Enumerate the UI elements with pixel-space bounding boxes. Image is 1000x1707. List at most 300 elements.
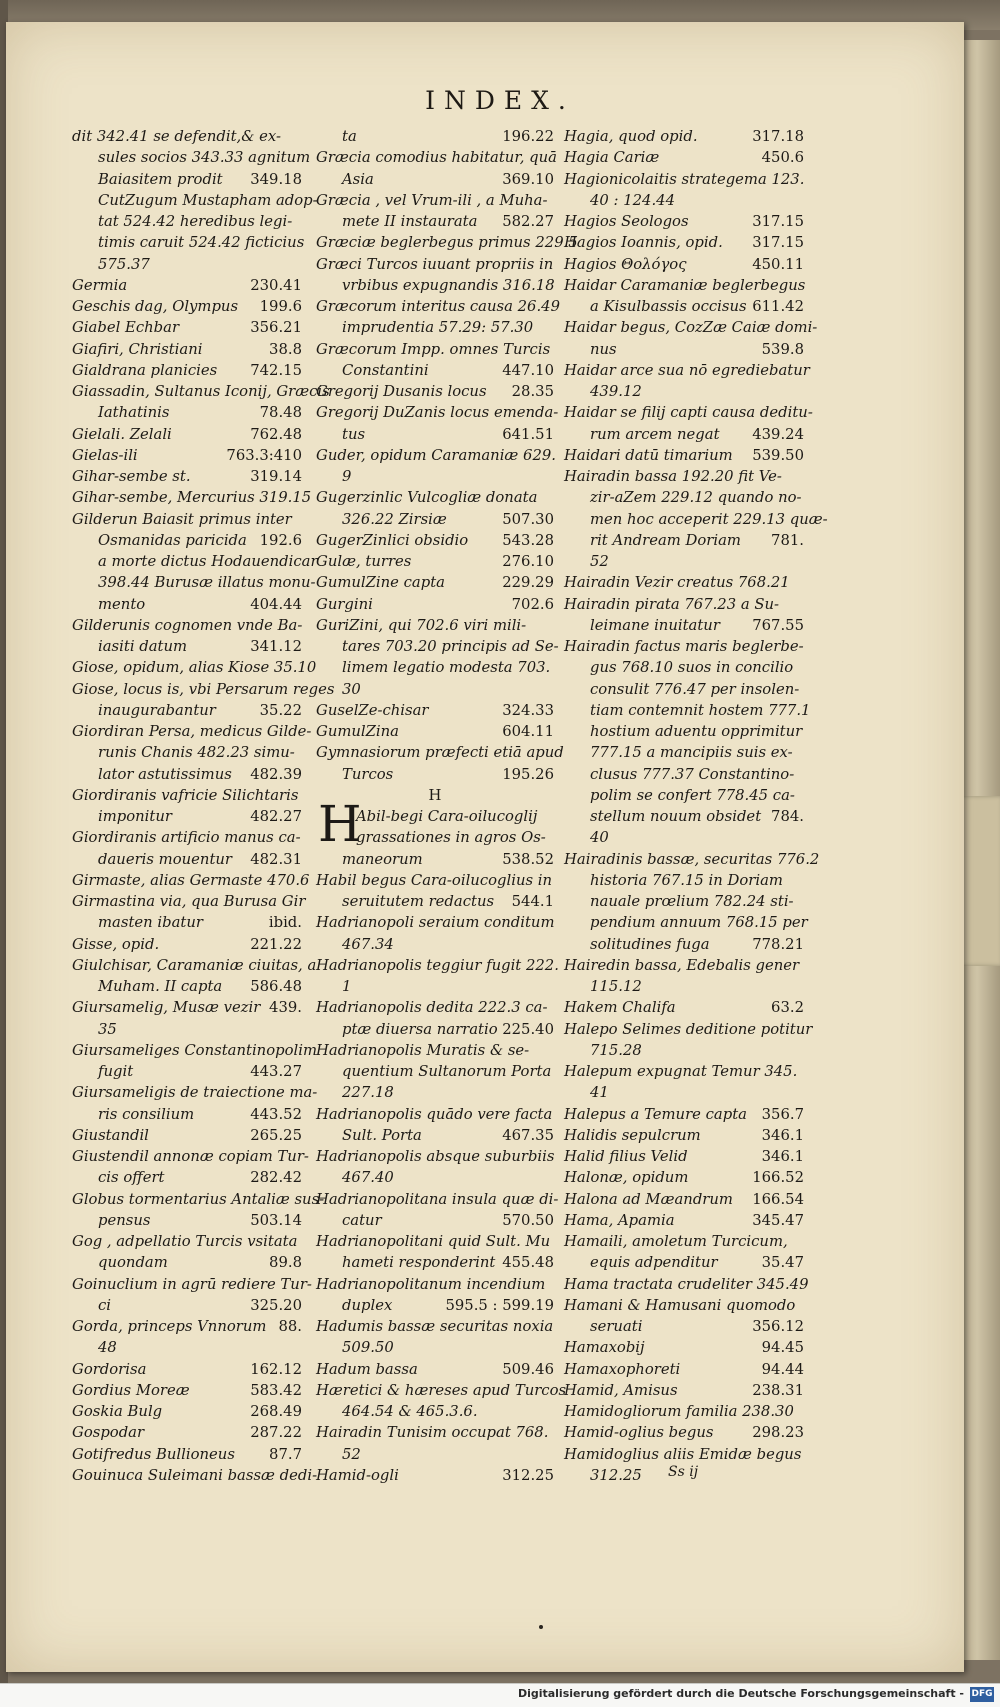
entry-text: tat 524.42 heredibus legi- xyxy=(98,213,293,230)
index-entry xyxy=(564,891,804,912)
entry-text: Turcos xyxy=(342,765,394,783)
entry-text: Giustandil xyxy=(72,1126,149,1144)
page-reference: 325.20 xyxy=(250,1296,302,1314)
entry-text: Hamaxophoreti xyxy=(564,1360,681,1378)
entry-text: 467.34 xyxy=(342,935,394,953)
entry-text: Hamaili, amoletum Turcicum, xyxy=(564,1233,788,1250)
entry-text: Græcorum Impp. omnes Turcis xyxy=(316,340,551,358)
index-entry xyxy=(72,1231,302,1252)
dfg-logo: DFG xyxy=(970,1687,994,1702)
index-entry xyxy=(564,806,804,827)
entry-text: 326.22 Zirsiæ xyxy=(342,510,447,528)
index-entry xyxy=(72,402,302,423)
entry-text: pendium annuum 768.15 per xyxy=(590,914,808,932)
entry-text: quentium Sultanorum Porta xyxy=(342,1063,552,1080)
entry-text: Giafiri, Christiani xyxy=(72,340,203,358)
entry-text: GumulZine capta xyxy=(316,574,445,592)
entry-text: mento xyxy=(98,595,146,613)
index-entry xyxy=(316,360,554,381)
index-entry xyxy=(72,1444,302,1465)
index-entry xyxy=(316,1295,554,1316)
page-reference: 282.42 xyxy=(250,1169,302,1187)
entry-text: inaugurabantur xyxy=(98,701,216,719)
index-entry xyxy=(72,1380,302,1401)
index-column-3 xyxy=(564,126,828,1486)
index-entry xyxy=(316,1465,554,1486)
entry-text: nauale prœlium 782.24 sti- xyxy=(590,893,794,910)
page-reference: 455.48 xyxy=(502,1254,554,1272)
entry-text: Girmastina via, qua Burusa Gir xyxy=(72,893,306,910)
index-entry xyxy=(564,1316,804,1337)
entry-text: Geschis dag, Olympus xyxy=(72,298,239,315)
page-reference: 509.46 xyxy=(502,1360,554,1378)
index-entry xyxy=(564,721,804,742)
page-reference: 767.55 xyxy=(752,616,804,634)
entry-text: Gouinuca Suleimani bassæ dedi- xyxy=(72,1466,318,1484)
page-reference: 482.39 xyxy=(250,765,302,783)
entry-text: 777.15 a mancipiis suis ex- xyxy=(590,744,793,762)
index-entry xyxy=(564,487,804,508)
index-entry xyxy=(316,1040,554,1061)
index-entry xyxy=(72,849,302,870)
index-entry xyxy=(564,339,804,360)
entry-text: Giursameliges Constantinopolim xyxy=(72,1041,317,1059)
index-entry xyxy=(564,934,804,955)
entry-text: Giabel Echbar xyxy=(72,319,180,337)
index-entry xyxy=(564,232,804,253)
index-entry xyxy=(564,764,804,785)
entry-text: Gog , adpellatio Turcis vsitata xyxy=(72,1233,298,1250)
page-reference: 349.18 xyxy=(250,170,302,188)
entry-text: Halepo Selimes deditione potitur xyxy=(564,1020,813,1038)
page-reference: 225.40 xyxy=(502,1020,554,1038)
entry-text: Hadrianopolis dedita 222.3 ca- xyxy=(316,999,548,1017)
page-reference: 778.21 xyxy=(752,935,804,953)
index-entry xyxy=(72,785,302,806)
entry-text: a morte dictus Hodauendicar xyxy=(98,553,318,570)
footer-bar xyxy=(0,1683,1000,1707)
entry-text: Gulæ, turres xyxy=(316,553,412,570)
page-reference: 450.11 xyxy=(752,255,804,273)
entry-text: Gihar-sembe st. xyxy=(72,468,191,485)
index-entry xyxy=(72,530,302,551)
index-entry xyxy=(72,254,302,275)
index-entry xyxy=(72,509,302,530)
page-reference: 586.48 xyxy=(250,978,302,995)
entry-text: Hadrianopolis quādo vere facta xyxy=(316,1105,553,1123)
index-entry xyxy=(316,551,554,572)
index-entry xyxy=(316,1252,554,1273)
entry-text: Gisse, opid. xyxy=(72,935,160,953)
index-entry xyxy=(316,1337,554,1358)
index-entry xyxy=(316,509,554,530)
page-reference: 319.14 xyxy=(250,468,302,485)
entry-text: Hairedin bassa, Edebalis gener xyxy=(564,956,800,974)
index-entry xyxy=(316,721,554,742)
page-reference: 404.44 xyxy=(250,595,302,613)
page-reference: 94.44 xyxy=(761,1360,804,1378)
index-entry xyxy=(564,572,804,593)
entry-text: Hairadin bassa 192.20 fit Ve- xyxy=(564,468,782,485)
index-entry xyxy=(316,615,554,636)
page-reference: 467.35 xyxy=(502,1126,554,1144)
index-entry xyxy=(316,870,554,891)
index-entry xyxy=(72,1167,302,1188)
index-entry xyxy=(564,679,804,700)
page-reference: 582.27 xyxy=(502,213,554,230)
entry-text: Halona ad Mæandrum xyxy=(564,1190,733,1208)
entry-text: Hadrianopolitani quid Sult. Mu xyxy=(316,1233,551,1250)
index-entry xyxy=(564,657,804,678)
entry-text: mete II instaurata xyxy=(342,213,478,230)
entry-text: imponitur xyxy=(98,808,172,825)
index-entry xyxy=(564,424,804,445)
entry-text: Gregorij Dusanis locus xyxy=(316,383,487,400)
entry-text: 575.37 xyxy=(98,255,150,273)
page-reference: 268.49 xyxy=(250,1403,302,1420)
entry-text: Græciæ beglerbegus primus 229.5 xyxy=(316,234,578,252)
index-entry xyxy=(72,700,302,721)
entry-text: Hagios Θολόγος xyxy=(564,255,687,273)
index-entry xyxy=(564,615,804,636)
index-entry xyxy=(316,1019,554,1040)
index-entry xyxy=(564,955,804,976)
index-entry xyxy=(316,891,554,912)
index-entry xyxy=(564,254,804,275)
entry-text: solitudines fuga xyxy=(590,935,710,953)
page-reference: 35.22 xyxy=(259,701,302,719)
page-reference: 317.15 xyxy=(752,234,804,252)
index-entry xyxy=(72,679,335,700)
entry-text: polim se confert 778.45 ca- xyxy=(590,786,795,804)
index-entry xyxy=(564,870,804,891)
entry-text: Hamid, Amisus xyxy=(564,1381,678,1399)
index-entry xyxy=(72,594,302,615)
index-entry xyxy=(72,1252,302,1273)
entry-text: Græcorum interitus causa 26.49 xyxy=(316,298,560,315)
entry-text: 40 : 124.44 xyxy=(590,191,675,209)
entry-text: lator astutissimus xyxy=(98,765,232,783)
page-reference: 87.7 xyxy=(269,1445,302,1463)
entry-text: nus xyxy=(590,340,617,358)
index-entry xyxy=(316,1082,554,1103)
entry-text: tares 703.20 principis ad Se- xyxy=(342,638,559,655)
index-entry xyxy=(316,955,559,976)
index-entry xyxy=(564,211,804,232)
index-entry xyxy=(316,1210,554,1231)
entry-text: Græcia , vel Vrum-ili , a Muha- xyxy=(316,191,548,209)
entry-text: Gymnasiorum præfecti etiā apud xyxy=(316,744,564,762)
entry-text: 467.40 xyxy=(342,1169,394,1187)
entry-text: iasiti datum xyxy=(98,638,188,655)
entry-text: 1 xyxy=(342,978,352,995)
index-entry xyxy=(72,1125,302,1146)
entry-text: Hagionicolaitis strategema 123. xyxy=(564,170,805,188)
entry-text: Giursameligis de traiectione ma- xyxy=(72,1084,318,1102)
index-entry xyxy=(564,275,804,296)
entry-text: Hadum bassa xyxy=(316,1360,418,1378)
entry-text: Giose, opidum, alias Kiose 35.10 xyxy=(72,659,317,677)
page-reference: 238.31 xyxy=(752,1381,804,1399)
index-entry xyxy=(72,1295,302,1316)
index-entry xyxy=(564,126,804,147)
page-reference: 762.48 xyxy=(250,425,302,443)
entry-text: Hadrianopolitana insula quæ di- xyxy=(316,1190,559,1208)
index-entry xyxy=(564,317,818,338)
index-entry xyxy=(316,1422,554,1443)
footer-text: Digitalisierung gefördert durch die Deutsche Forschungsgemeinschaft - xyxy=(517,1687,964,1700)
page-reference: 439.24 xyxy=(752,425,804,443)
entry-text: 52 xyxy=(342,1445,361,1463)
entry-text: pensus xyxy=(98,1211,151,1229)
page-reference: 89.8 xyxy=(269,1254,302,1272)
index-entry xyxy=(316,934,554,955)
index-column-1 xyxy=(72,126,335,1486)
index-entry xyxy=(72,1337,302,1358)
index-entry xyxy=(564,1444,804,1465)
index-entry xyxy=(72,1274,312,1295)
entry-text: seruitutem redactus xyxy=(342,893,495,910)
page-reference: 356.12 xyxy=(752,1318,804,1335)
entry-text: Halidis sepulcrum xyxy=(564,1126,701,1144)
entry-text: Gugerzinlic Vulcogliæ donata xyxy=(316,489,538,507)
index-entry xyxy=(564,1125,804,1146)
entry-text: Baiasitem prodit xyxy=(98,170,223,188)
page-reference: 482.27 xyxy=(250,808,302,825)
index-entry xyxy=(72,636,302,657)
entry-text: Guder, opidum Caramaniæ 629. xyxy=(316,446,556,464)
entry-text: Gordius Moreæ xyxy=(72,1381,190,1399)
entry-text: cis offert xyxy=(98,1169,165,1187)
entry-text: maneorum xyxy=(342,850,423,868)
index-entry xyxy=(564,296,804,317)
index-entry xyxy=(316,700,554,721)
entry-text: Giursamelig, Musæ vezir xyxy=(72,999,261,1017)
page-header: INDEX. xyxy=(425,86,575,115)
index-entry xyxy=(564,1380,804,1401)
entry-text: Hagia Cariæ xyxy=(564,149,660,167)
index-entry xyxy=(564,849,820,870)
page-reference: 784. xyxy=(771,808,804,825)
page-reference: 94.45 xyxy=(761,1339,804,1357)
entry-text: quondam xyxy=(98,1254,168,1272)
entry-text: 48 xyxy=(98,1339,117,1357)
page-reference: 538.52 xyxy=(502,850,554,868)
page-reference: 482.31 xyxy=(250,850,302,868)
page-reference: 221.22 xyxy=(250,935,302,953)
index-entry xyxy=(564,190,804,211)
index-entry xyxy=(72,147,311,168)
index-entry xyxy=(564,1189,804,1210)
index-entry xyxy=(564,912,808,933)
index-entry xyxy=(564,1337,804,1358)
entry-text: Constantini xyxy=(342,361,429,379)
index-entry xyxy=(72,827,302,848)
entry-text: equis adpenditur xyxy=(590,1254,718,1272)
index-entry xyxy=(316,742,564,763)
index-entry xyxy=(564,1104,804,1125)
entry-text: 312.25 xyxy=(590,1466,642,1484)
index-entry xyxy=(564,530,804,551)
index-entry xyxy=(316,1231,554,1252)
entry-text: Haidar arce sua nō egrediebatur xyxy=(564,361,810,379)
page-reference: 38.8 xyxy=(269,340,302,358)
index-entry xyxy=(564,445,804,466)
index-entry xyxy=(316,275,554,296)
index-entry xyxy=(72,190,318,211)
entry-text: Hairadinis bassæ, securitas 776.2 xyxy=(564,850,820,868)
page-reference: 229.29 xyxy=(502,574,554,592)
page-reference: 369.10 xyxy=(502,170,554,188)
index-entry xyxy=(316,424,554,445)
entry-text: daueris mouentur xyxy=(98,850,232,868)
index-entry xyxy=(72,934,302,955)
index-entry xyxy=(316,636,559,657)
entry-text: Gielas-ili xyxy=(72,446,138,464)
entry-text: vrbibus expugnandis 316.18 xyxy=(342,276,555,294)
entry-text: Hagios Seologos xyxy=(564,213,689,230)
entry-text: GugerZinlici obsidio xyxy=(316,531,469,549)
entry-text: a Kisulbassis occisus xyxy=(590,298,747,315)
index-entry xyxy=(316,445,554,466)
index-entry xyxy=(564,1252,804,1273)
index-entry xyxy=(564,1082,804,1103)
entry-text: Hadumis bassæ securitas noxia xyxy=(316,1318,554,1335)
entry-text: GumulZina xyxy=(316,723,400,740)
page-dot xyxy=(539,1625,543,1629)
entry-text: masten ibatur xyxy=(98,914,203,932)
index-entry xyxy=(316,997,554,1018)
entry-text: Muham. II capta xyxy=(98,978,223,995)
index-entry xyxy=(316,296,560,317)
index-entry xyxy=(564,147,804,168)
index-entry xyxy=(316,339,554,360)
index-entry xyxy=(72,381,330,402)
page-reference: 341.12 xyxy=(250,638,302,655)
page-reference: 28.35 xyxy=(511,383,554,400)
page-reference: 324.33 xyxy=(502,701,554,719)
entry-text: Giassadin, Sultanus Iconij, Græcis xyxy=(72,383,330,400)
index-entry xyxy=(316,530,554,551)
entry-text: 439.12 xyxy=(590,383,642,400)
entry-text: Hakem Chalifa xyxy=(564,999,676,1017)
entry-text: Haidar se filij capti causa deditu- xyxy=(564,404,813,422)
entry-text: Hadrianopolis absque suburbiis xyxy=(316,1148,555,1165)
index-entry xyxy=(72,615,302,636)
entry-text: Asia xyxy=(342,170,374,188)
page-reference: 503.14 xyxy=(250,1211,302,1229)
page-reference: 763.3:410 xyxy=(226,446,302,464)
page-reference: 539.50 xyxy=(752,446,804,464)
entry-text: 52 xyxy=(590,553,609,570)
entry-text: Halonæ, opidum xyxy=(564,1169,689,1187)
index-entry xyxy=(72,806,302,827)
entry-text: Girmaste, alias Germaste 470.6 xyxy=(72,871,310,889)
index-entry xyxy=(72,1082,318,1103)
page-reference: 544.1 xyxy=(511,893,554,910)
page-reference: 595.5 : 599.19 xyxy=(445,1296,554,1314)
index-entry xyxy=(72,551,318,572)
entry-text: Hamani & Hamusani quomodo xyxy=(564,1296,796,1314)
entry-text: hameti responderint xyxy=(342,1254,496,1272)
index-entry xyxy=(72,360,302,381)
index-entry xyxy=(316,1274,554,1295)
index-entry xyxy=(316,1061,554,1082)
index-entry xyxy=(72,742,302,763)
index-entry xyxy=(72,1104,302,1125)
index-entry xyxy=(564,636,804,657)
index-entry xyxy=(564,594,804,615)
entry-text: Græci Turcos iuuant propriis in xyxy=(316,255,554,273)
page-reference: 345.47 xyxy=(752,1211,804,1229)
index-entry xyxy=(564,1231,804,1252)
entry-text: 509.50 xyxy=(342,1339,394,1357)
entry-text: 398.44 Burusæ illatus monu- xyxy=(98,574,316,592)
entry-text: Hæretici & hæreses apud Turcos xyxy=(316,1381,567,1399)
page-reference: 356.21 xyxy=(250,319,302,337)
index-entry xyxy=(72,211,302,232)
entry-text: runis Chanis 482.23 simu- xyxy=(98,744,295,762)
entry-text: rit Andream Doriam xyxy=(590,531,741,549)
index-entry xyxy=(316,402,559,423)
entry-text: Hamaxobij xyxy=(564,1339,645,1357)
index-entry xyxy=(564,700,811,721)
drop-cap-h: H xyxy=(318,795,362,853)
index-entry xyxy=(316,232,578,253)
page-reference: 641.51 xyxy=(502,425,554,443)
entry-text: Hagia, quod opid. xyxy=(564,128,698,145)
index-entry xyxy=(72,466,302,487)
entry-text: Hamidogliorum familia 238.30 xyxy=(564,1403,794,1420)
entry-text: limem legatio modesta 703. xyxy=(342,659,551,677)
index-entry xyxy=(564,1422,804,1443)
index-entry xyxy=(72,1316,302,1337)
entry-text: H xyxy=(428,786,442,804)
page-reference: 195.26 xyxy=(502,765,554,783)
page-reference: 539.8 xyxy=(761,340,804,358)
entry-text: consulit 776.47 per insolen- xyxy=(590,680,800,698)
entry-text: Gielali. Zelali xyxy=(72,425,172,443)
entry-text: Hadrianopolis teggiur fugit 222. xyxy=(316,956,559,974)
entry-text: historia 767.15 in Doriam xyxy=(590,871,783,889)
index-entry xyxy=(316,1401,554,1422)
index-entry xyxy=(72,1040,317,1061)
index-entry xyxy=(72,1189,325,1210)
page-reference: 447.10 xyxy=(502,361,554,379)
entry-text: Halid filius Velid xyxy=(564,1148,688,1165)
entry-text: Hamidoglius aliis Emidæ begus xyxy=(564,1445,802,1463)
index-entry xyxy=(564,785,804,806)
index-entry xyxy=(72,275,302,296)
entry-text: 115.12 xyxy=(590,978,642,995)
index-entry xyxy=(72,976,302,997)
index-entry xyxy=(316,764,554,785)
page-reference: 192.6 xyxy=(259,531,302,549)
entry-text: Gilderunis cognomen vnde Ba- xyxy=(72,616,303,634)
entry-text: Giordiranis artificio manus ca- xyxy=(72,829,301,847)
index-entry xyxy=(72,912,302,933)
index-entry xyxy=(316,381,554,402)
page-reference: 346.1 xyxy=(761,1126,804,1144)
entry-text: Hairadin factus maris beglerbe- xyxy=(564,638,804,655)
index-entry xyxy=(564,551,804,572)
entry-text: stellum nouum obsidet xyxy=(590,808,762,825)
entry-text: 227.18 xyxy=(342,1084,394,1102)
entry-text: Gurgini xyxy=(316,595,373,613)
index-entry xyxy=(72,1401,302,1422)
index-entry xyxy=(72,572,316,593)
entry-text: Halepum expugnat Temur 345. xyxy=(564,1063,798,1080)
